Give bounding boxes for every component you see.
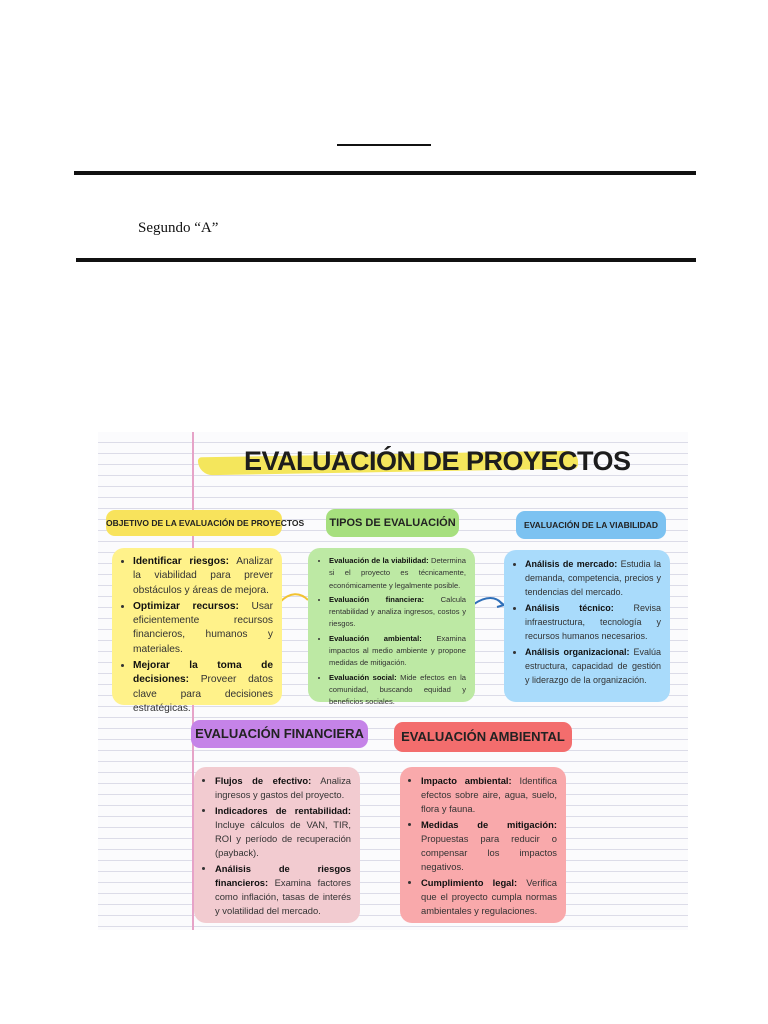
label-ambiental: EVALUACIÓN AMBIENTAL	[394, 722, 572, 752]
list-item: • Optimizar recursos: Usar eficientemente recursos financieros, humanos y materiales.	[133, 600, 273, 657]
header-rule-top	[74, 171, 696, 175]
label-financiera: EVALUACIÓN FINANCIERA	[191, 720, 368, 748]
box-objetivo	[112, 548, 282, 714]
list-item: • Indicadores de rentabilidad: Incluye cálculos de VAN, TIR, ROI y período de recuperación (payback).	[215, 804, 351, 860]
list-item: • Identificar riesgos: Analizar la viabilidad para prever obstáculos y áreas de mejora.	[133, 555, 273, 598]
title-short-rule	[337, 144, 431, 146]
infographic-title	[198, 438, 631, 484]
list-item: • Evaluación financiera: Calcula rentabilidad y analiza ingresos, costos y riesgos.	[329, 594, 466, 631]
label-tipos: TIPOS DE EVALUACIÓN	[326, 509, 459, 537]
list-item: • Análisis técnico: Revisa infraestructura, tecnología y recursos humanos necesarios.	[525, 601, 661, 643]
list-item: • Análisis organizacional: Evalúa estructura, capacidad de gestión y liderazgo de la organización.	[525, 645, 661, 687]
list-item: • Flujos de efectivo: Analiza ingresos y gastos del proyecto.	[215, 774, 351, 802]
box-financiera	[194, 767, 360, 923]
label-viabilidad: EVALUACIÓN DE LA VIABILIDAD	[516, 511, 666, 539]
infographic	[98, 432, 688, 930]
box-ambiental	[400, 767, 566, 923]
list-item: • Evaluación de la viabilidad: Determina si el proyecto es técnicamente, económicamente y legalmente posible.	[329, 555, 466, 592]
list-item: • Evaluación social: Mide efectos en la comunidad, buscando equidad y beneficios sociales.	[329, 672, 466, 709]
list-item: • Impacto ambiental: Identifica efectos sobre aire, agua, suelo, flora y fauna.	[421, 774, 557, 816]
box-tipos	[308, 548, 475, 707]
yellow-green-connector	[280, 594, 308, 602]
infographic-title-text: EVALUACIÓN DE PROYECTOS	[244, 446, 631, 476]
list-item: • Análisis de mercado: Estudia la demanda, competencia, precios y tendencias del mercado.	[525, 557, 661, 599]
list-item: • Evaluación ambiental: Examina impactos al medio ambiente y propone medidas de mitigación.	[329, 633, 466, 670]
list-item: • Análisis de riesgos financieros: Examina factores como inflación, tasas de interés y volatilidad del mercado.	[215, 862, 351, 918]
list-item: • Medidas de mitigación: Propuestas para reducir o compensar los impactos negativos.	[421, 818, 557, 874]
label-objetivo: OBJETIVO DE LA EVALUACIÓN DE PROYECTOS	[106, 510, 282, 536]
box-viabilidad	[504, 550, 670, 702]
list-item: • Mejorar la toma de decisiones: Proveer datos clave para decisiones estratégicas.	[133, 659, 273, 716]
grade-text: Segundo “A”	[138, 220, 219, 236]
header-rule-bottom	[76, 258, 696, 262]
list-item: • Cumplimiento legal: Verifica que el proyecto cumpla normas ambientales y regulaciones.	[421, 876, 557, 918]
